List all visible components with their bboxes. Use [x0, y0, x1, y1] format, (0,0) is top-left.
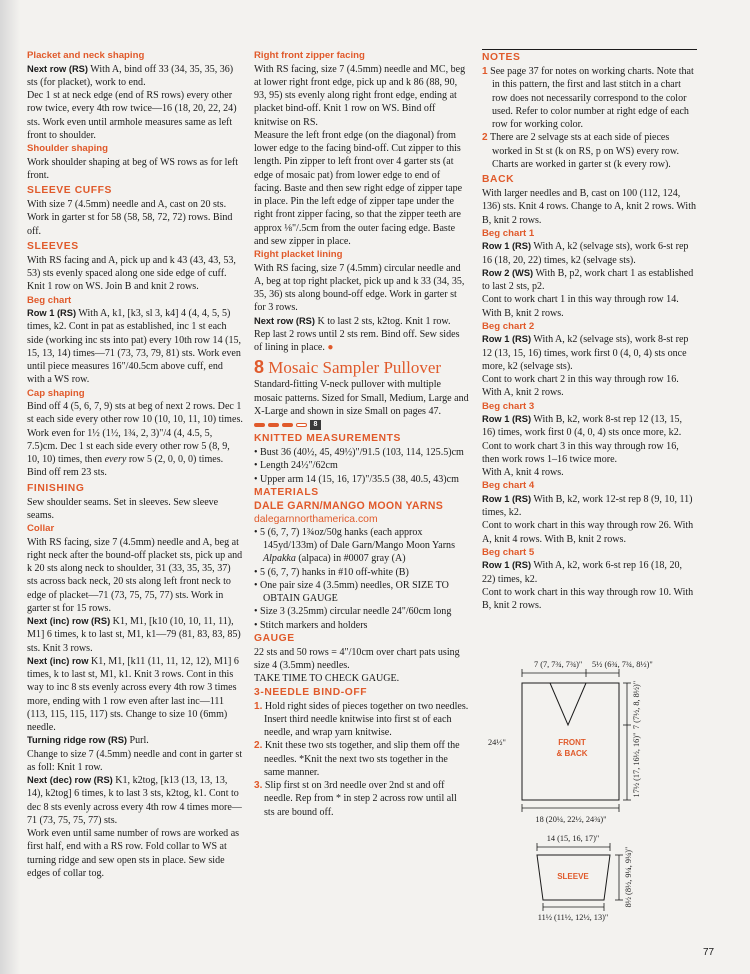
row-text: With A, k2 (selvage sts), work 6-st rep 16 (18, 20, 22) times, k2 (selvage sts).	[482, 241, 689, 266]
divider	[482, 49, 697, 50]
paragraph	[482, 240, 697, 267]
emphasis: every	[104, 454, 127, 465]
paragraph: TAKE TIME TO CHECK GAUGE.	[254, 673, 400, 685]
page-binding-shadow	[0, 0, 20, 974]
page-number: 77	[703, 947, 715, 958]
text: See page 37 for notes on working charts. Note that in this pattern, the first and last stitch in a chart row does not necessarily correspond to the color used. Refer to color number at right edge of each row for working color.	[490, 66, 694, 130]
row-text: K1, k2tog, [k13 (13, 13, 13, 14), k2tog] 6 times, k to last 3 sts, k2tog, k1. Cont to dec 8 sts evenly across every 4th row 4 times more—71 (73, 75, 75, 77) sts.	[27, 775, 242, 826]
paragraph: With RS facing, size 7 (4.5mm) circular needle and A, beg at top right placket, pick up and k 33 (34, 35, 35, 36) sts along bound-off edge. Work in garter st for 3 rows.	[254, 262, 465, 314]
text: Knit these two sts together, and slip them off the needles. *Knit the next two sts together in the same manner.	[264, 740, 460, 778]
v-neck	[550, 683, 586, 725]
section-heading: Right placket lining	[254, 249, 343, 260]
dim-label: 17½ (17, 16½, 16)"	[632, 732, 641, 798]
column-left	[27, 49, 243, 880]
paragraph: With A, knit 4 rows.	[482, 467, 564, 478]
row-text: With A, bind off 33 (34, 35, 35, 36) sts (for placket), work to end.	[27, 63, 234, 88]
text: Slip first st on 3rd needle over 2nd st and off needle. Rep from * in step 2 across row until all sts are bound off.	[264, 780, 457, 818]
paragraph: Dec 1 st at neck edge (end of RS rows) every other row twice, every 4th row twice—16 (18, 20, 22, 24) sts. Work even until armhole measures same as left front to shoulder.	[27, 90, 237, 141]
piece-label: SLEEVE	[557, 872, 589, 881]
list-item	[254, 526, 469, 566]
paragraph	[27, 307, 243, 387]
section-heading: Beg chart 2	[482, 320, 535, 332]
paragraph	[482, 493, 697, 520]
row-label: Row 1 (RS)	[482, 414, 532, 424]
paragraph	[482, 333, 697, 373]
paragraph: With size 7 (4.5mm) needle and A, cast on 20 sts. Work in garter st for 58 (58, 58, 72, 72) rows. Bind off.	[27, 199, 233, 237]
dim-label: 11½ (11½, 12½, 13)"	[537, 913, 609, 922]
dim-label: 5½ (6¾, 7¾, 8½)"	[592, 660, 653, 669]
row-label: Row 1 (RS)	[27, 308, 77, 318]
list-item: • Upper arm 14 (15, 16, 17)"/35.5 (38, 40.5, 43)cm	[254, 473, 459, 485]
row-label: Row 1 (RS)	[482, 560, 532, 571]
section-heading: MATERIALS	[254, 486, 319, 498]
yarn-weight-badge: 8	[310, 420, 321, 430]
paragraph: With larger needles and B, cast on 100 (112, 124, 136) sts. Knit 4 rows. Change to A, knit 2 rows. With B, knit 2 rows.	[482, 188, 697, 226]
paragraph: With RS facing and A, pick up and k 43 (43, 43, 53, 53) sts evenly spaced along one side edge of cuff. Knit 1 row on WS. Join B and knit 2 rows.	[27, 254, 236, 293]
pattern-number: 8	[254, 357, 265, 378]
section-heading: NOTES	[482, 52, 521, 63]
section-heading: Collar	[27, 523, 55, 534]
paragraph	[27, 615, 243, 655]
section-heading: Cap shaping	[27, 387, 85, 399]
pattern-name: Mosaic Sampler Pullover	[268, 358, 442, 378]
text: Hold right sides of pieces together on two needles. Insert third needle knitwise into first st of each needle, and wrap yarn knitwise.	[264, 700, 469, 738]
section-heading: Beg chart 5	[482, 546, 535, 558]
pattern-intro: Standard-fitting V-neck pullover with multiple mosaic patterns. Sized for Small, Medium, Large and X-Large and shown in size Small on pages 47.	[254, 379, 469, 417]
list-item: 1. Hold right sides of pieces together on two needles. Insert third needle knitwise into first st of each needle, and wrap yarn knitwise.	[254, 700, 469, 738]
paragraph: Change to size 7 (4.5mm) needle and cont in garter st as foll: Knit 1 row.	[27, 748, 243, 773]
section-heading: GAUGE	[254, 632, 295, 644]
dim-label: 8½ (8½, 9¼, 9¼)"	[624, 846, 633, 908]
row-text: With A, k2 (selvage sts), work 8-st rep 12 (13, 15, 16) times, work first 0 (4, 0, 4) sts once more, k2 (selvage sts).	[482, 334, 689, 372]
row-text: K1, M1, [k11 (11, 11, 12, 12), M1] 6 times, k to last st, M1, k1. Knit 3 rows. Cont in this way to inc 8 sts evenly across every 4th row 3 times more, ending with 1 row even after last inc—111 (113, 115, 115, 117) sts. Change to size 10 (6mm) needle.	[27, 655, 239, 733]
paragraph: Sew shoulder seams. Set in sleeves. Sew sleeve seams.	[27, 496, 219, 521]
row-label: Turning ridge row (RS)	[27, 735, 128, 746]
text: (alpaca) in #0007 gray (A)	[295, 553, 406, 565]
paragraph: Cont to work chart 2 in this way through row 16. With A, knit 2 rows.	[482, 374, 679, 399]
paragraph	[482, 413, 697, 466]
dim-label: 14 (15, 16, 17)"	[546, 834, 600, 843]
paragraph: Work even until same number of rows are worked as first half, end with a RS row. Fold collar to WS at turning ridge and sew open sts in place. Sew side edges of collar tog.	[27, 828, 240, 879]
row-text: K1, M1, [k10 (10, 10, 11, 11), M1] 6 times, k to last st, M1, k1—79 (81, 83, 83, 85) sts. Knit 3 rows.	[27, 616, 241, 654]
list-item: 2. Knit these two sts together, and slip them off the needles. *Knit the next two sts together in the same manner.	[254, 740, 460, 778]
section-heading: FINISHING	[27, 482, 85, 494]
section-heading: Shoulder shaping	[27, 143, 109, 154]
paragraph	[27, 63, 243, 90]
section-heading: KNITTED MEASUREMENTS	[254, 433, 402, 444]
column-right	[482, 49, 697, 612]
paragraph	[27, 774, 243, 827]
end-marker: ●	[327, 342, 334, 353]
skill-level	[254, 418, 469, 432]
list-item: • 5 (6, 7, 7) hanks in #10 off-white (B)	[254, 566, 409, 578]
row-label: Next row (RS)	[254, 315, 315, 326]
list-item: • One pair size 4 (3.5mm) needles, OR SIZE TO OBTAIN GAUGE	[254, 579, 449, 604]
materials-list	[254, 526, 469, 632]
row-label: Row 2 (WS)	[482, 267, 534, 278]
row-label: Next row (RS)	[27, 63, 88, 74]
paragraph	[27, 734, 243, 747]
section-heading: Beg chart 1	[482, 227, 535, 239]
skill-bar-icon	[282, 423, 293, 427]
garment-schematic	[482, 655, 697, 925]
notes-list	[482, 65, 697, 171]
section-heading: BACK	[482, 174, 515, 185]
section-heading: Beg chart 4	[482, 480, 535, 492]
row-text: With A, k2, work 6-st rep 16 (18, 20, 22) times, k2.	[482, 560, 683, 585]
paragraph: Cont to work chart in this way through row 26. With A, knit 4 rows. With B, knit 2 rows.	[482, 520, 694, 545]
section-heading: Placket and neck shaping	[27, 50, 145, 61]
section-heading: Beg chart	[27, 294, 72, 306]
yarn-brand: DALE GARN/MANGO MOON YARNS	[254, 499, 444, 512]
skill-bar-icon	[254, 423, 265, 427]
row-text: With B, p2, work chart 1 as established to last 2 sts, p2.	[482, 267, 694, 292]
row-text: Purl.	[127, 735, 149, 747]
list-item: 3. Slip first st on 3rd needle over 2nd st and off needle. Rep from * in step 2 across row until all sts are bound off.	[254, 780, 457, 818]
paragraph: With RS facing, size 7 (4.5mm) needle and MC, beg at lower right front edge, pick up and k 86 (88, 90, 93, 95) sts evenly along right front edge, ending at placket bind-off. Knit 1 row on WS. Bind off knitwise on RS.	[254, 63, 466, 128]
text: There are 2 selvage sts at each side of pieces worked in St st (k on RS, p on WS) every row. Charts are worked in garter st (k every row).	[489, 132, 679, 170]
paragraph: With RS facing, size 7 (4.5mm) needle and A, beg at right neck after the bound-off placket sts, pick up and k 20 sts along neck to shoulder, 31 (33, 35, 35, 37) sts across back neck, 20 sts along left front neck to edge of placket—71 (73, 75, 75, 77) sts. Work in garter st for 15 rows.	[27, 536, 243, 614]
piece-label: FRONT	[558, 738, 586, 747]
section-heading: 3-NEEDLE BIND-OFF	[254, 686, 368, 698]
paragraph: Work shoulder shaping at beg of WS rows as for left front.	[27, 156, 239, 181]
row-text: With A, k1, [k3, sl 3, k4] 4 (4, 4, 5, 5) times, k2. Cont in pat as established, inc 1 st each side (working inc sts into pat) every 10th row 14 (15, 15, 13, 14) times—71 (73, 73, 79, 81) sts. Work even until piece measures 16"/40.5cm above cuff, end with a WS row.	[27, 308, 242, 386]
row-label: Row 1 (RS)	[482, 241, 532, 252]
paragraph	[27, 655, 243, 735]
bindoff-steps	[254, 700, 469, 819]
pattern-title	[254, 357, 469, 378]
emphasis: Alpakka	[263, 553, 296, 565]
row-label: Next (inc) row (RS)	[27, 616, 111, 626]
section-heading: SLEEVE CUFFS	[27, 185, 113, 196]
list-item: • Bust 36 (40½, 45, 49½)"/91.5 (103, 114, 125.5)cm	[254, 447, 464, 458]
row-text: With B, k2, work 8-st rep 12 (13, 15, 16) times, work first 0 (4, 0, 4) sts once more, k2. Cont to work chart 3 in this way through row 16, then work rows 1–16 twice more.	[482, 414, 683, 465]
dim-label: 7 (7½, 8, 8½)"	[632, 680, 641, 730]
measurements-list	[254, 446, 469, 486]
list-item: • Stitch markers and holders	[254, 619, 368, 631]
row-label: Row 1 (RS)	[482, 334, 532, 345]
dim-label: 24½"	[488, 738, 506, 747]
section-heading: Right front zipper facing	[254, 50, 365, 61]
dim-label: 7 (7, 7¾, 7¾)"	[534, 660, 583, 669]
column-middle	[254, 49, 469, 819]
paragraph	[482, 559, 697, 586]
piece-label: & BACK	[556, 749, 588, 758]
paragraph	[254, 315, 469, 355]
skill-bar-icon	[268, 423, 279, 427]
list-item: 2 There are 2 selvage sts at each side of pieces worked in St st (k on RS, p on WS) every row. Charts are worked in garter st (k every row).	[482, 132, 679, 170]
text: row 5 (2, 0, 0, 0) times. Bind off rem 23 sts.	[27, 454, 224, 479]
section-heading: Beg chart 3	[482, 400, 535, 412]
paragraph	[27, 400, 243, 480]
list-item: 1 See page 37 for notes on working charts. Note that in this pattern, the first and last stitch in a chart row does not necessarily correspond to the color used. Refer to color number at right edge of each row for working color.	[482, 66, 694, 130]
yarn-url: dalegarnnorthamerica.com	[254, 513, 378, 525]
paragraph: Cont to work chart in this way through row 10. With B, knit 2 rows.	[482, 586, 694, 611]
dim-label: 18 (20¼, 22½, 24¾)"	[535, 815, 607, 824]
text: • 5 (6, 7, 7) 1¾oz/50g hanks (each approx 145yd/133m) of Dale Garn/Mango Moon Yarns	[254, 526, 455, 551]
paragraph	[482, 267, 697, 294]
list-item: • Length 24½"/62cm	[254, 460, 338, 472]
skill-bar-empty-icon	[296, 423, 307, 427]
row-label: Next (dec) row (RS)	[27, 775, 113, 785]
paragraph: 22 sts and 50 rows = 4"/10cm over chart pats using size 4 (3.5mm) needles.	[254, 646, 460, 671]
text: Bind off 4 (5, 6, 7, 9) sts at beg of next 2 rows. Dec 1 st each side every other row 10 (10, 10, 11, 10) times. Work even for 1½ (1½, 1¾, 2, 3)"/4 (4, 4.5, 5, 7.5)cm. Dec 1 st each side every other row 5 (8, 9, 10, 10) times, then	[27, 401, 243, 465]
paragraph: Cont to work chart 1 in this way through row 14. With B, knit 2 rows.	[482, 294, 679, 319]
row-text: With B, k2, work 12-st rep 8 (9, 10, 11) times, k2.	[482, 493, 693, 518]
list-item: • Size 3 (3.25mm) circular needle 24"/60cm long	[254, 606, 452, 618]
row-text: K to last 2 sts, k2tog. Knit 1 row. Rep last 2 rows until 2 sts rem. Bind off. Sew sides of lining in place.	[254, 315, 460, 353]
section-heading: SLEEVES	[27, 240, 79, 252]
row-label: Next (inc) row	[27, 655, 89, 666]
paragraph: Measure the left front edge (on the diagonal) from lower edge to the facing bind-off. Cut zipper to this length. Pin zipper to left front over 4 garter sts (at edge of mosaic pat) from lower edge to end of facing. Baste and then sew right edge of zipper tape in place. Pin the left edge of zipper tape under the right front zipper facing, so that the zipper teeth are approx ⅛"/.5cm from the outer facing edge. Baste and sew zipper in place.	[254, 129, 463, 247]
row-label: Row 1 (RS)	[482, 493, 532, 504]
